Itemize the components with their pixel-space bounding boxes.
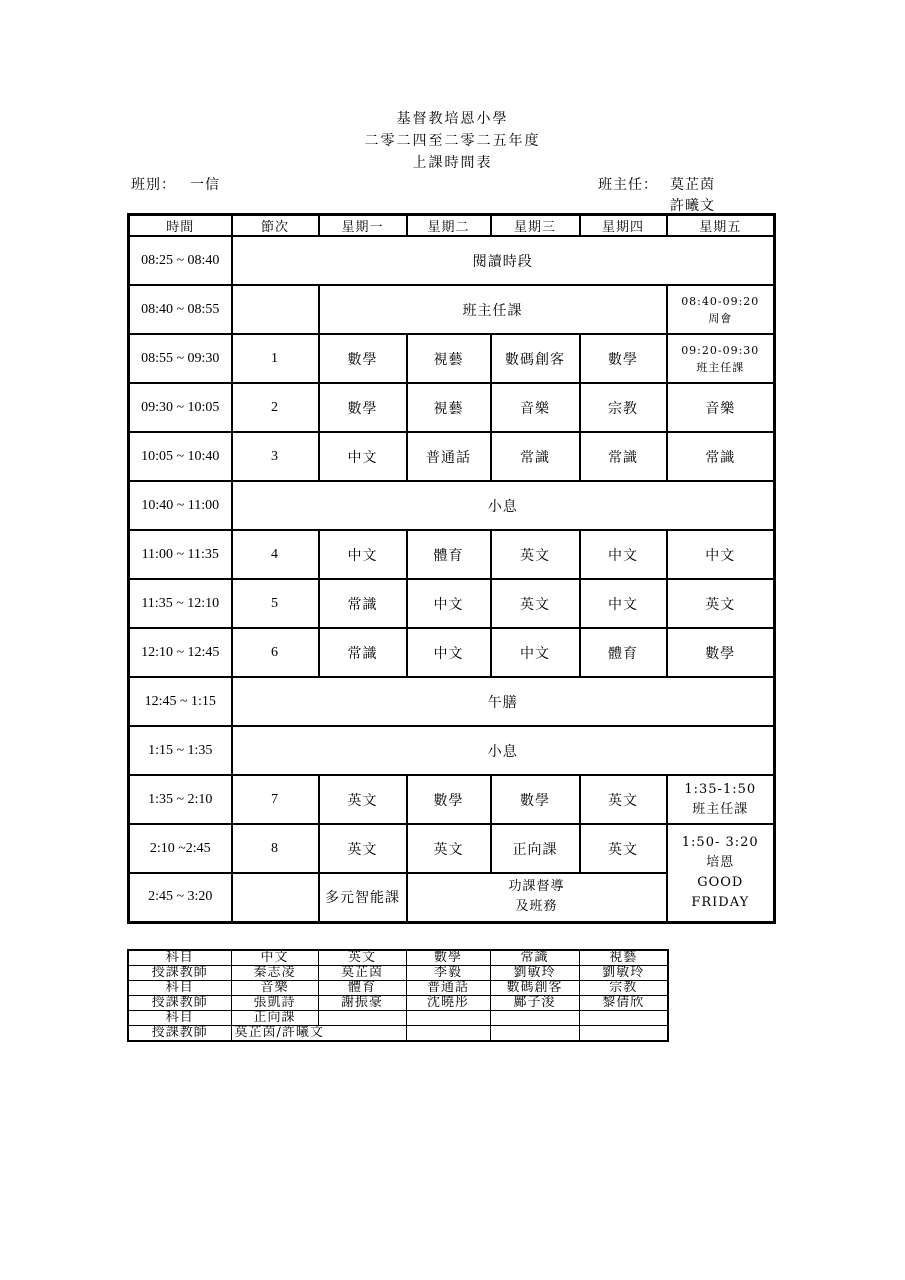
thursday-cell: 體育 bbox=[580, 628, 667, 677]
timetable-row bbox=[129, 530, 775, 579]
tuesday-cell: 英文 bbox=[407, 824, 491, 873]
row-label: 科目 bbox=[128, 981, 231, 996]
time-cell: 10:05 ~ 10:40 bbox=[129, 432, 232, 481]
timetable-row bbox=[129, 481, 775, 530]
subject-cell: 數碼創客 bbox=[490, 981, 579, 996]
timetable-row bbox=[129, 285, 775, 334]
friday-time: 1:35-1:50 bbox=[684, 781, 757, 797]
friday-subject: 班主任課 bbox=[696, 360, 745, 374]
time-cell: 2:10 ~2:45 bbox=[129, 824, 232, 873]
tuesday-cell: 數學 bbox=[407, 775, 491, 824]
teacher-row bbox=[128, 996, 668, 1011]
class-value: 一信 bbox=[190, 177, 220, 193]
friday-cell bbox=[667, 775, 775, 824]
subject-row bbox=[128, 1011, 668, 1026]
row-label: 科目 bbox=[128, 1011, 231, 1026]
subject-cell bbox=[318, 1011, 406, 1026]
teacher-row bbox=[128, 966, 668, 981]
timetable-row bbox=[129, 824, 775, 873]
wednesday-cell: 英文 bbox=[491, 530, 580, 579]
teacher-cell: 李毅 bbox=[406, 966, 490, 981]
teacher-row bbox=[128, 1026, 668, 1042]
period-cell bbox=[232, 285, 319, 334]
time-cell: 09:30 ~ 10:05 bbox=[129, 383, 232, 432]
time-cell: 11:00 ~ 11:35 bbox=[129, 530, 232, 579]
teacher-cell: 莫芷茵/許曦文 bbox=[231, 1026, 406, 1042]
friday-time: 08:40-09:20 bbox=[681, 294, 760, 308]
tuesday-cell: 中文 bbox=[407, 628, 491, 677]
tuesday-cell: 中文 bbox=[407, 579, 491, 628]
teacher-cell: 莫芷茵 bbox=[318, 966, 406, 981]
teacher-cell: 鄺子浚 bbox=[490, 996, 579, 1011]
recess-cell: 小息 bbox=[232, 481, 775, 530]
subject-teachers-table bbox=[127, 949, 669, 1042]
timetable-row bbox=[129, 677, 775, 726]
timetable-row bbox=[129, 726, 775, 775]
wednesday-cell: 正向課 bbox=[491, 824, 580, 873]
header-tuesday: 星期二 bbox=[407, 215, 491, 237]
timetable-header-row bbox=[129, 215, 775, 237]
timetable-row bbox=[129, 628, 775, 677]
subject-cell: 視藝 bbox=[579, 950, 668, 966]
teacher-cell: 沈曉彤 bbox=[406, 996, 490, 1011]
time-cell: 10:40 ~ 11:00 bbox=[129, 481, 232, 530]
tuesday-cell: 普通話 bbox=[407, 432, 491, 481]
lunch-cell: 午膳 bbox=[232, 677, 775, 726]
class-teacher-label: 班主任： bbox=[598, 177, 658, 193]
friday-cell: 英文 bbox=[667, 579, 775, 628]
teacher-cell: 謝振豪 bbox=[318, 996, 406, 1011]
monday-cell: 常識 bbox=[319, 579, 407, 628]
thursday-cell: 數學 bbox=[580, 334, 667, 383]
period-cell: 7 bbox=[232, 775, 319, 824]
row-label: 授課教師 bbox=[128, 966, 231, 981]
subject-cell bbox=[406, 1011, 490, 1026]
header-thursday: 星期四 bbox=[580, 215, 667, 237]
subject-cell: 數學 bbox=[406, 950, 490, 966]
teacher-cell bbox=[579, 1026, 668, 1042]
header-time: 時間 bbox=[129, 215, 232, 237]
thursday-cell: 中文 bbox=[580, 579, 667, 628]
homework-supervision-cell bbox=[407, 873, 667, 922]
time-cell: 1:35 ~ 2:10 bbox=[129, 775, 232, 824]
period-cell: 3 bbox=[232, 432, 319, 481]
header-friday: 星期五 bbox=[667, 215, 775, 237]
teacher-cell: 劉敏玲 bbox=[579, 966, 668, 981]
friday-cell bbox=[667, 334, 775, 383]
period-cell: 2 bbox=[232, 383, 319, 432]
wednesday-cell: 數碼創客 bbox=[491, 334, 580, 383]
teacher-cell: 張凱詩 bbox=[231, 996, 318, 1011]
wednesday-cell: 常識 bbox=[491, 432, 580, 481]
subject-cell: 英文 bbox=[318, 950, 406, 966]
period-cell: 6 bbox=[232, 628, 319, 677]
subject-cell: 正向課 bbox=[231, 1011, 318, 1026]
header-wednesday: 星期三 bbox=[491, 215, 580, 237]
friday-time: 09:20-09:30 bbox=[681, 343, 760, 357]
thursday-cell: 中文 bbox=[580, 530, 667, 579]
friday-subject: 培恩 bbox=[706, 854, 735, 870]
header-monday: 星期一 bbox=[319, 215, 407, 237]
subject-cell: 常識 bbox=[490, 950, 579, 966]
tuesday-cell: 體育 bbox=[407, 530, 491, 579]
friday-good-friday-cell bbox=[667, 824, 775, 922]
row-label: 科目 bbox=[128, 950, 231, 966]
document-title: 上課時間表 bbox=[412, 155, 493, 171]
teacher-cell: 秦志凌 bbox=[231, 966, 318, 981]
timetable bbox=[127, 213, 776, 924]
period-cell bbox=[232, 873, 319, 922]
time-cell: 12:10 ~ 12:45 bbox=[129, 628, 232, 677]
thursday-cell: 宗教 bbox=[580, 383, 667, 432]
class-label: 班別： bbox=[131, 177, 176, 193]
subject-row bbox=[128, 981, 668, 996]
subject-cell: 中文 bbox=[231, 950, 318, 966]
timetable-row bbox=[129, 775, 775, 824]
recess-cell: 小息 bbox=[232, 726, 775, 775]
period-cell: 4 bbox=[232, 530, 319, 579]
header-period: 節次 bbox=[232, 215, 319, 237]
subject-cell: 普通話 bbox=[406, 981, 490, 996]
monday-cell: 中文 bbox=[319, 432, 407, 481]
wednesday-cell: 中文 bbox=[491, 628, 580, 677]
time-cell: 08:40 ~ 08:55 bbox=[129, 285, 232, 334]
wednesday-cell: 音樂 bbox=[491, 383, 580, 432]
thursday-cell: 英文 bbox=[580, 775, 667, 824]
period-cell: 8 bbox=[232, 824, 319, 873]
subject-row bbox=[128, 950, 668, 966]
time-cell: 08:55 ~ 09:30 bbox=[129, 334, 232, 383]
homework-line-2: 及班務 bbox=[515, 899, 558, 915]
timetable-row bbox=[129, 334, 775, 383]
time-cell: 12:45 ~ 1:15 bbox=[129, 677, 232, 726]
class-teacher-lesson-cell: 班主任課 bbox=[319, 285, 667, 334]
friday-cell: 常識 bbox=[667, 432, 775, 481]
friday-subject: 班主任課 bbox=[692, 801, 749, 817]
subject-cell: 宗教 bbox=[579, 981, 668, 996]
time-cell: 08:25 ~ 08:40 bbox=[129, 236, 232, 285]
friday-cell: 音樂 bbox=[667, 383, 775, 432]
subject-cell: 體育 bbox=[318, 981, 406, 996]
timetable-row bbox=[129, 236, 775, 285]
monday-cell: 數學 bbox=[319, 334, 407, 383]
row-label: 授課教師 bbox=[128, 1026, 231, 1042]
monday-cell: 數學 bbox=[319, 383, 407, 432]
subject-cell bbox=[579, 1011, 668, 1026]
tuesday-cell: 視藝 bbox=[407, 334, 491, 383]
monday-cell: 英文 bbox=[319, 775, 407, 824]
class-teacher-1: 莫芷茵 bbox=[670, 177, 715, 193]
thursday-cell: 常識 bbox=[580, 432, 667, 481]
friday-cell bbox=[667, 285, 775, 334]
tuesday-cell: 視藝 bbox=[407, 383, 491, 432]
monday-cell: 常識 bbox=[319, 628, 407, 677]
subject-cell: 音樂 bbox=[231, 981, 318, 996]
teacher-cell bbox=[406, 1026, 490, 1042]
teacher-cell: 黎倩欣 bbox=[579, 996, 668, 1011]
friday-cell: 數學 bbox=[667, 628, 775, 677]
monday-cell: 中文 bbox=[319, 530, 407, 579]
period-cell: 1 bbox=[232, 334, 319, 383]
friday-time: 1:50- 3:20 bbox=[681, 834, 759, 850]
timetable-row bbox=[129, 383, 775, 432]
school-name: 基督教培恩小學 bbox=[396, 111, 509, 127]
friday-holiday: GOOD FRIDAY bbox=[691, 874, 750, 910]
subject-cell bbox=[490, 1011, 579, 1026]
row-label: 授課教師 bbox=[128, 996, 231, 1011]
time-cell: 11:35 ~ 12:10 bbox=[129, 579, 232, 628]
timetable-row bbox=[129, 579, 775, 628]
time-cell: 1:15 ~ 1:35 bbox=[129, 726, 232, 775]
thursday-cell: 英文 bbox=[580, 824, 667, 873]
timetable-row bbox=[129, 432, 775, 481]
friday-cell: 中文 bbox=[667, 530, 775, 579]
wednesday-cell: 數學 bbox=[491, 775, 580, 824]
reading-time-cell: 閱讀時段 bbox=[232, 236, 775, 285]
school-year: 二零二四至二零二五年度 bbox=[364, 133, 541, 149]
wednesday-cell: 英文 bbox=[491, 579, 580, 628]
monday-cell: 多元智能課 bbox=[319, 873, 407, 922]
period-cell: 5 bbox=[232, 579, 319, 628]
teacher-cell bbox=[490, 1026, 579, 1042]
monday-cell: 英文 bbox=[319, 824, 407, 873]
class-teacher-2: 許曦文 bbox=[670, 198, 715, 214]
homework-line-1: 功課督導 bbox=[508, 879, 565, 895]
teacher-cell: 劉敏玲 bbox=[490, 966, 579, 981]
time-cell: 2:45 ~ 3:20 bbox=[129, 873, 232, 922]
friday-subject: 周會 bbox=[708, 311, 733, 325]
